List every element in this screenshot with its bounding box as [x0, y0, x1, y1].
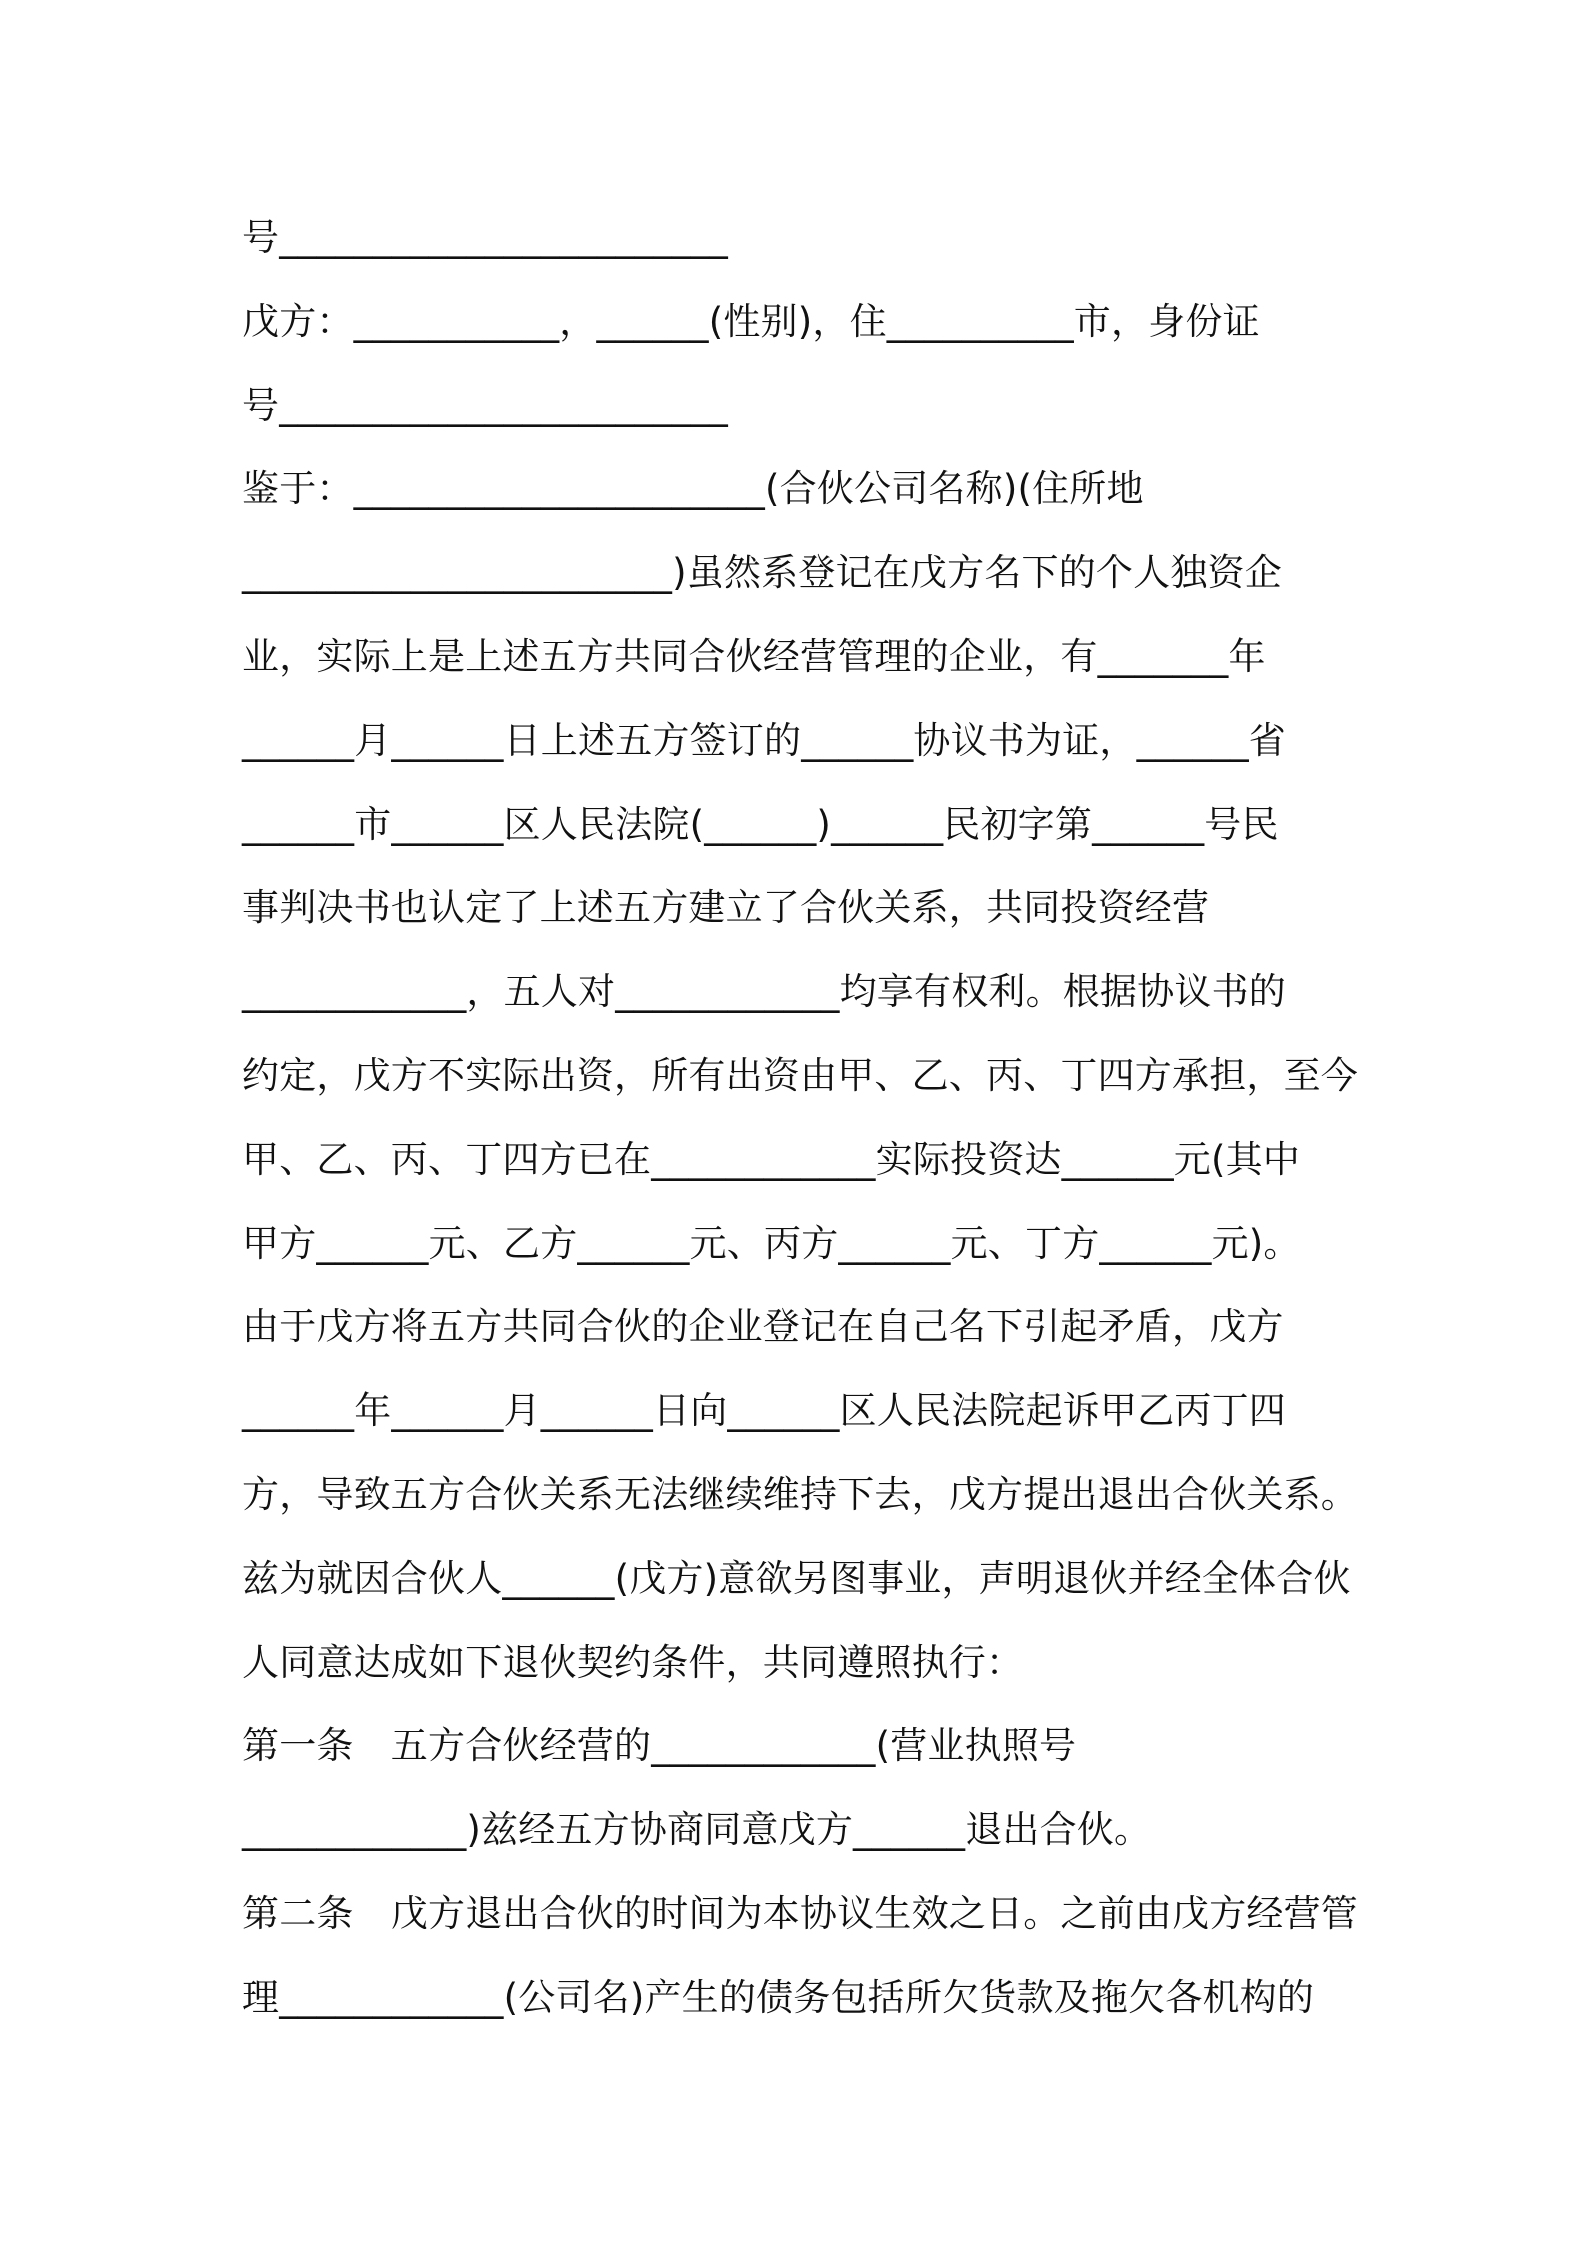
contract-body [242, 196, 1372, 2040]
text-line: 兹为就因合伙人______(戊方)意欲另图事业，声明退伙并经全体合伙 [242, 1556, 1351, 1600]
text-line: 人同意达成如下退伙契约条件，共同遵照执行： [242, 1640, 1024, 1684]
text-line: 理____________(公司名)产生的债务包括所欠货款及拖欠各机构的 [242, 1975, 1315, 2019]
text-line: 号________________________ [242, 383, 728, 427]
text-line: 鉴于：______________________(合伙公司名称)(住所地 [242, 467, 1144, 511]
text-line: 约定，戊方不实际出资，所有出资由甲、乙、丙、丁四方承担，至今 [242, 1053, 1358, 1097]
text-line: ______月______日上述五方签订的______协议书为证，______省 [242, 718, 1286, 762]
text-line: _______________________)虽然系登记在戊方名下的个人独资企 [242, 551, 1282, 595]
text-line: 由于戊方将五方共同合伙的企业登记在自己名下引起矛盾，戊方 [242, 1305, 1284, 1349]
text-line: ______市______区人民法院(______)______民初字第______号民 [242, 802, 1279, 846]
text-line: 甲、乙、丙、丁四方已在____________实际投资达______元(其中 [242, 1137, 1301, 1181]
text-line: 号________________________ [242, 216, 728, 259]
text-line: 方，导致五方合伙关系无法继续维持下去，戊方提出退出合伙关系。 [242, 1472, 1358, 1516]
text-line: 事判决书也认定了上述五方建立了合伙关系，共同投资经营 [242, 886, 1210, 930]
text-line: ____________)兹经五方协商同意戊方______退出合伙。 [242, 1808, 1152, 1852]
text-line: 戊方：___________，______(性别)，住__________市，身份证 [242, 299, 1260, 343]
text-line: ______年______月______日向______区人民法院起诉甲乙丙丁四 [242, 1389, 1286, 1433]
clause-1-line: 第一条 五方合伙经营的____________(营业执照号 [242, 1724, 1077, 1768]
text-line: 甲方______元、乙方______元、丙方______元、丁方______元)。 [242, 1221, 1301, 1265]
clause-2-line: 第二条 戊方退出合伙的时间为本协议生效之日。之前由戊方经营管 [242, 1891, 1358, 1935]
text-line: 业，实际上是上述五方共同合伙经营管理的企业，有_______年 [242, 634, 1266, 678]
text-line: ____________，五人对____________均享有权利。根据协议书的 [242, 970, 1286, 1014]
